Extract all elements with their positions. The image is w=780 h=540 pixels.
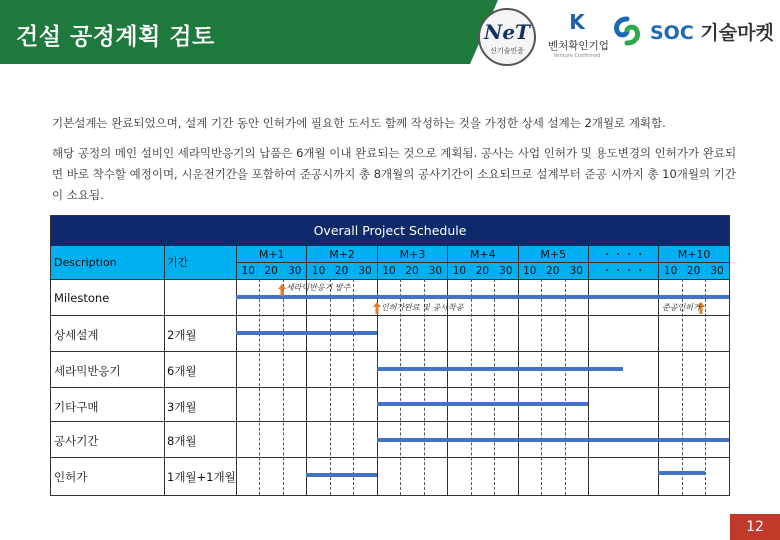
row-construction-description: 공사기간 (54, 434, 99, 448)
subdivider-2-2 (353, 279, 354, 495)
day-header-2-10: 10 (306, 263, 329, 279)
subdivider-7-2 (705, 279, 706, 495)
row-divider-1 (51, 315, 729, 316)
day-header-2-30: 30 (353, 263, 376, 279)
milestone-note-reactor-order: 세라믹반응기 발주 (286, 283, 351, 292)
day-header-3-30: 30 (424, 263, 447, 279)
row-reactor-period: 6개월 (167, 364, 197, 378)
month-header-4: M+4 (447, 246, 517, 263)
subdivider-4-2 (494, 279, 495, 495)
row-permit-period: 1개월+1개월 (167, 470, 236, 484)
col-divider-month-5 (588, 279, 589, 495)
milestone-note-completion-permit: 준공인허가 (662, 303, 701, 312)
month-header-6: ・・・・ (588, 246, 658, 263)
venture-logo-tagline: Venture Confirmed (553, 53, 601, 59)
day-header-7-20: 20 (682, 263, 705, 279)
row-reactor-description: 세라믹반응기 (54, 364, 121, 378)
row-other-purchase-description: 기타구매 (54, 400, 99, 414)
row-divider-0 (51, 279, 729, 280)
month-header-1: M+1 (236, 246, 306, 263)
venture-logo-text: 벤처확인기업 (548, 40, 609, 52)
subdivider-5-1 (541, 279, 542, 495)
soc-brand-name: SOC (650, 22, 694, 44)
net-logo-subtitle: 신기술인증 (490, 47, 524, 55)
subdivider-1-1 (259, 279, 260, 495)
day-header-2-20: 20 (330, 263, 353, 279)
construction-bar (377, 438, 729, 442)
day-header-5-10: 10 (518, 263, 541, 279)
day-header-7-10: 10 (658, 263, 681, 279)
day-header-3-10: 10 (377, 263, 400, 279)
row-divider-5 (51, 457, 729, 458)
venture-company-logo (548, 8, 609, 64)
row-design-description: 상세설계 (54, 328, 99, 342)
paragraph-construction: 해당 공정의 메인 설비인 세라믹반응기의 납품은 6개월 이내 완료되는 것으로 계획됨. 공사는 사업 인허가 및 용도변경의 인허가가 완료되면 바로 착수할 예정이며, 시운전기간을 포함하여 준공시까지 총 8개월의 공사기간이 소요되므로 설계부터 준공 시까지 총 10개월의 기간이 소요됨. (52, 146, 737, 202)
page-title: 건설 공정계획 검토 (16, 24, 215, 50)
day-header-4-10: 10 (447, 263, 470, 279)
subdivider-4-1 (471, 279, 472, 495)
permit-bar-1 (306, 473, 376, 477)
col-divider-period (236, 246, 237, 495)
project-schedule-table (50, 215, 730, 496)
day-header-5-20: 20 (541, 263, 564, 279)
row-divider-4 (51, 421, 729, 422)
other-purchase-bar (377, 402, 588, 406)
col-divider-month-4 (518, 279, 519, 495)
month-header-5: M+5 (518, 246, 588, 263)
col-divider-month-6 (658, 279, 659, 495)
day-header-4-20: 20 (471, 263, 494, 279)
permit-bar-2 (658, 471, 704, 475)
header-period: 기간 (164, 246, 236, 279)
milestone-timeline-bar (236, 295, 729, 299)
day-header-3-20: 20 (400, 263, 423, 279)
day-header-1-10: 10 (236, 263, 259, 279)
row-divider-3 (51, 387, 729, 388)
day-header-1-20: 20 (259, 263, 282, 279)
month-header-7: M+10 (658, 246, 728, 263)
row-other-purchase-period: 3개월 (167, 400, 197, 414)
month-header-3: M+3 (377, 246, 447, 263)
soc-brand-korean: 기술마켓 (700, 22, 774, 44)
subdivider-5-2 (565, 279, 566, 495)
month-header-2: M+2 (306, 246, 376, 263)
schedule-title: Overall Project Schedule (51, 216, 729, 246)
page-number: 12 (730, 514, 780, 540)
milestone-note-permit-complete: 인허가완료 및 공사착공 (381, 303, 464, 312)
row-design-period: 2개월 (167, 328, 197, 342)
row-permit-description: 인허가 (54, 470, 88, 484)
soc-swirl-icon (612, 16, 642, 46)
day-header-5-30: 30 (565, 263, 588, 279)
day-header-ellipsis: ・・・・ (588, 263, 658, 279)
design-bar (236, 331, 377, 335)
day-header-7-30: 30 (705, 263, 728, 279)
row-divider-2 (51, 351, 729, 352)
col-divider-description (164, 246, 165, 495)
day-header-1-30: 30 (283, 263, 306, 279)
paragraph-design: 기본설계는 완료되었으며, 설계 기간 동안 인허가에 필요한 도서도 함께 작성하는 것을 가정한 상세 설계는 2개월로 계획함. (52, 116, 666, 130)
col-divider-month-1 (306, 279, 307, 495)
net-certification-logo (478, 8, 536, 66)
row-milestone-description: Milestone (54, 291, 110, 305)
header-description: Description (51, 246, 164, 279)
subdivider-1-2 (283, 279, 284, 495)
net-logo-mark: NeT (484, 20, 530, 44)
soc-brand-text (650, 18, 774, 45)
milestone-arrow-permit-icon (373, 302, 381, 314)
subdivider-2-1 (330, 279, 331, 495)
row-construction-period: 8개월 (167, 434, 197, 448)
reactor-bar (377, 367, 623, 371)
venture-emblem-icon: K (569, 10, 585, 34)
day-header-4-30: 30 (494, 263, 517, 279)
soc-tech-market-logo (612, 14, 776, 50)
